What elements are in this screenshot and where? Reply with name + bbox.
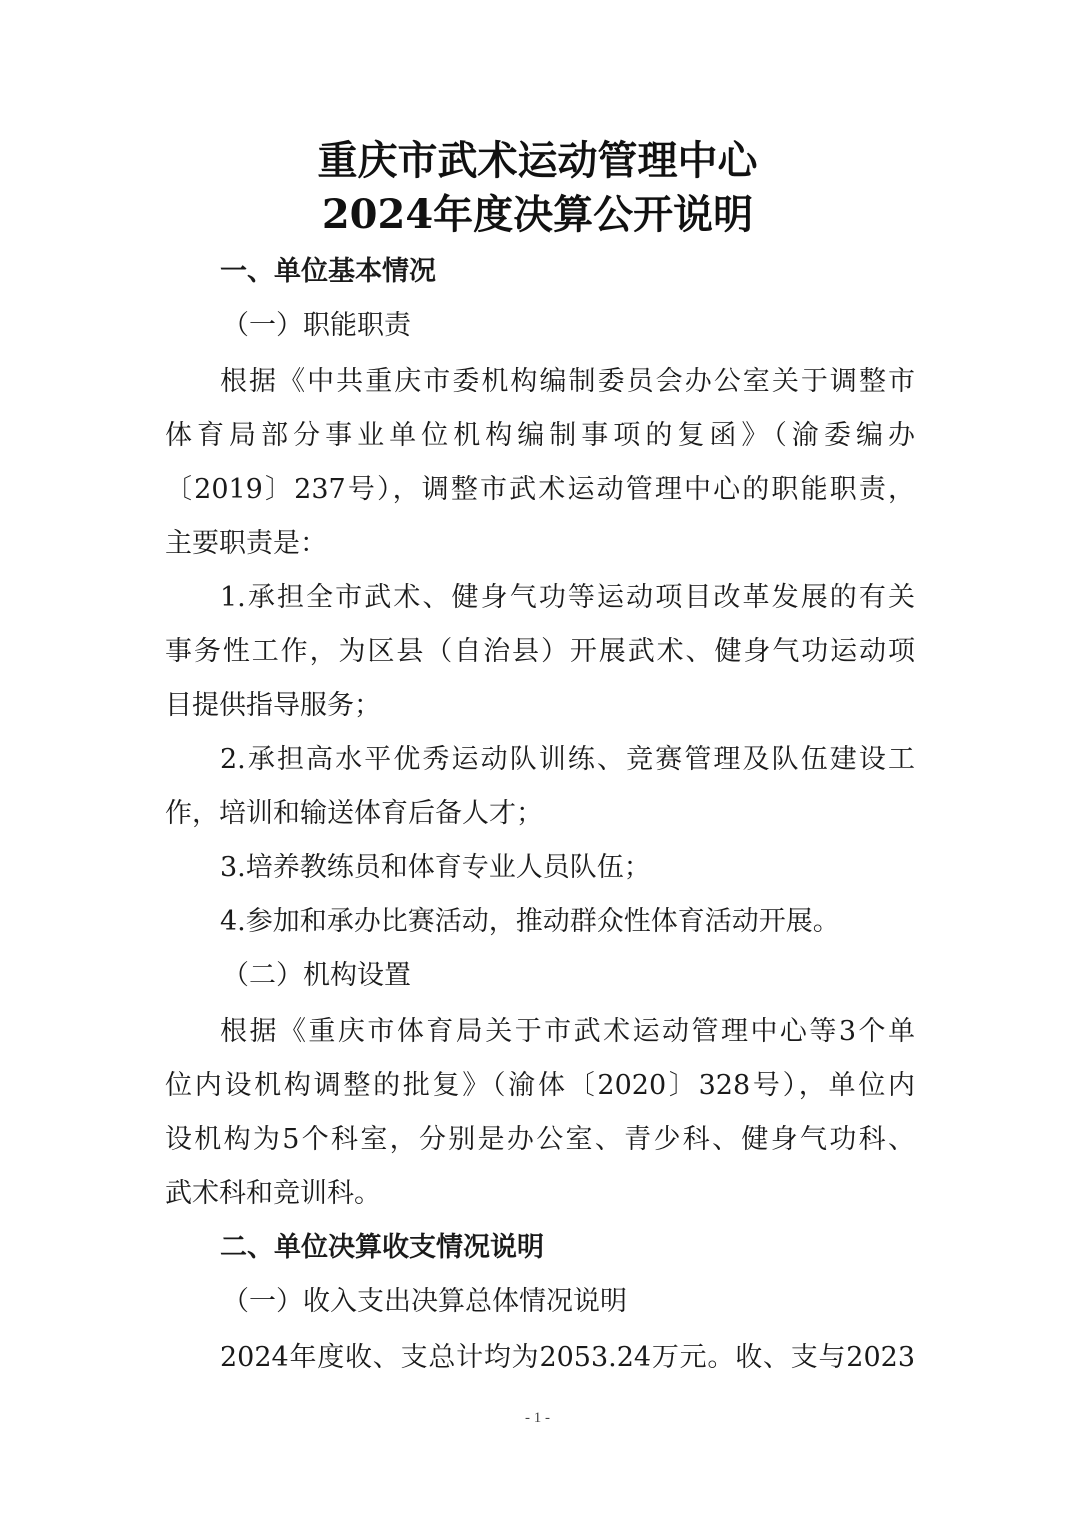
duties-intro-line-2: 体育局部分事业单位机构编制事项的复函》（渝委编办 (165, 420, 915, 451)
organization-para-line-3: 设机构为5个科室，分别是办公室、青少科、健身气功科、 (165, 1124, 915, 1155)
duty-item-1-line-2: 事务性工作，为区县（自治县）开展武术、健身气功运动项 (165, 636, 915, 667)
page-number: - 1 - (525, 1410, 550, 1426)
section-heading-basic-info: 一、单位基本情况 (220, 256, 436, 287)
duty-item-2-line-2: 作，培训和输送体育后备人才； (165, 798, 543, 829)
duty-item-1-line-3: 目提供指导服务； (165, 690, 381, 721)
section-heading-budget-summary: 二、单位决算收支情况说明 (220, 1232, 544, 1263)
document-title-line1: 重庆市武术运动管理中心 (317, 137, 758, 184)
duty-item-1-line-1: 1.承担全市武术、健身气功等运动项目改革发展的有关 (220, 582, 915, 613)
organization-para-line-2: 位内设机构调整的批复》（渝体〔2020〕328号），单位内 (165, 1070, 915, 1101)
duties-intro-line-3: 〔2019〕237号），调整市武术运动管理中心的职能职责， (165, 474, 915, 505)
document-title-line2: 2024年度决算公开说明 (321, 191, 754, 238)
subsection-heading-duties: （一）职能职责 (222, 310, 411, 341)
income-expense-para-line-1: 2024年度收、支总计均为2053.24万元。收、支与2023 (220, 1342, 915, 1373)
duties-intro-line-4: 主要职责是： (165, 528, 327, 559)
subsection-heading-organization: （二）机构设置 (222, 960, 411, 991)
organization-para-line-4: 武术科和竞训科。 (165, 1178, 381, 1209)
duties-intro-line-1: 根据《中共重庆市委机构编制委员会办公室关于调整市 (220, 366, 915, 397)
duty-item-2-line-1: 2.承担高水平优秀运动队训练、竞赛管理及队伍建设工 (220, 744, 915, 775)
duty-item-3: 3.培养教练员和体育专业人员队伍； (220, 852, 651, 883)
subsection-heading-income-expense: （一）收入支出决算总体情况说明 (222, 1286, 627, 1317)
duty-item-4: 4.参加和承办比赛活动，推动群众性体育活动开展。 (220, 906, 840, 937)
organization-para-line-1: 根据《重庆市体育局关于市武术运动管理中心等3个单 (220, 1016, 915, 1047)
